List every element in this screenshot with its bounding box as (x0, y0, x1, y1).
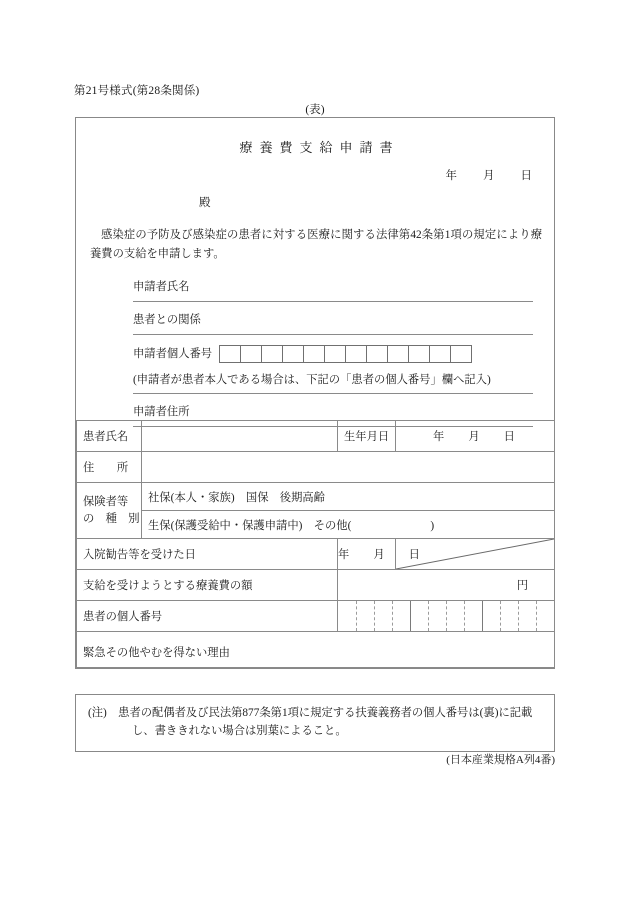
admission-date-strikeout-cell (396, 539, 555, 570)
patient-mynumber-cell[interactable] (500, 601, 518, 631)
main-form-frame (75, 117, 555, 669)
patient-info-table (76, 420, 555, 668)
patient-mynumber-cell[interactable] (338, 601, 356, 631)
date-month-label: 月 (483, 170, 495, 182)
reason-label: 緊急その他やむを得ない理由 (83, 647, 230, 659)
table-row-admission-date (77, 539, 555, 570)
mynumber-cell[interactable] (387, 345, 408, 362)
applicant-relationship-label: 患者との関係 (133, 314, 201, 326)
amount-unit-label: 円 (516, 580, 528, 592)
patient-mynumber-cell[interactable] (392, 601, 410, 631)
mynumber-cell[interactable] (261, 345, 282, 362)
patient-name-label: 患者氏名 (77, 421, 142, 452)
insurer-type-label (77, 483, 142, 539)
footnote-box (75, 694, 555, 752)
mynumber-cell[interactable] (450, 345, 471, 362)
application-statement: 感染症の予防及び感染症の患者に対する医療に関する法律第42条第1項の規定により療養費の支給を申請します。 (90, 229, 542, 260)
birthdate-year-label: 年 (433, 431, 445, 443)
birthdate-month-label: 月 (468, 431, 480, 443)
applicant-mynumber-note-row (133, 370, 533, 394)
admission-year-label: 年 (338, 549, 350, 561)
admission-date-label: 入院勧告等を受けた日 (77, 539, 338, 570)
patient-mynumber-cell[interactable] (482, 601, 500, 631)
amount-value[interactable] (338, 570, 555, 601)
patient-mynumber-cell[interactable] (446, 601, 464, 631)
applicant-fields (133, 278, 533, 427)
applicant-name-row[interactable] (133, 278, 533, 302)
patient-mynumber-cell[interactable] (518, 601, 536, 631)
admission-day-label: 日 (408, 549, 420, 561)
applicant-mynumber-row[interactable] (133, 344, 533, 368)
reason-cell[interactable] (77, 632, 555, 668)
document-title: 療養費支給申請書 (239, 140, 400, 155)
applicant-mynumber-note: (申請者が患者本人である場合は、下記の「患者の個人番号」欄へ記入) (133, 374, 491, 386)
mynumber-cell[interactable] (408, 345, 429, 362)
applicant-name-label: 申請者氏名 (133, 281, 190, 293)
address-label: 住 所 (77, 452, 142, 483)
mynumber-cell[interactable] (366, 345, 387, 362)
mynumber-cell[interactable] (240, 345, 261, 362)
front-side-mark: (表) (305, 104, 325, 116)
patient-mynumber-cell[interactable] (356, 601, 374, 631)
applicant-address-label: 申請者住所 (133, 406, 190, 418)
patient-mynumber-cell[interactable] (428, 601, 446, 631)
insurer-type-label-line1: 保険者等 (83, 495, 129, 508)
insurer-option-line1[interactable]: 社保(本人・家族) 国保 後期高齢 (142, 483, 555, 511)
address-value[interactable] (142, 452, 555, 483)
mynumber-cell[interactable] (303, 345, 324, 362)
table-row-amount (77, 570, 555, 601)
mynumber-cell[interactable] (219, 345, 240, 362)
table-row-patient-mynumber (77, 601, 555, 632)
applicant-mynumber-grid[interactable] (219, 345, 472, 363)
patient-mynumber-cell[interactable] (536, 601, 554, 631)
mynumber-cell[interactable] (429, 345, 450, 362)
addressee-honorific: 殿 (199, 197, 211, 209)
patient-mynumber-cell[interactable] (374, 601, 392, 631)
date-year-label: 年 (445, 170, 457, 182)
submission-date-line (446, 167, 533, 183)
date-day-label: 日 (520, 170, 532, 182)
mynumber-cell[interactable] (282, 345, 303, 362)
table-row-address (77, 452, 555, 483)
patient-mynumber-cell[interactable] (464, 601, 482, 631)
upper-section (76, 118, 554, 420)
footnote-text (88, 704, 540, 740)
admission-date-value[interactable] (338, 539, 420, 570)
applicant-address-row[interactable] (133, 403, 533, 427)
applicant-mynumber-label: 申請者個人番号 (133, 348, 213, 360)
table-row-reason (77, 632, 555, 668)
paper-size-note: (日本産業規格A列4番) (446, 754, 555, 766)
patient-mynumber-cell[interactable] (410, 601, 428, 631)
table-row-insurer-type-2 (77, 511, 555, 539)
mynumber-cell[interactable] (345, 345, 366, 362)
patient-mynumber-grid[interactable] (338, 601, 555, 632)
table-row-insurer-type-1 (77, 483, 555, 511)
footnote-marker: (注) (88, 707, 107, 719)
birthdate-label: 生年月日 (338, 421, 396, 452)
birthdate-day-label: 日 (503, 431, 515, 443)
form-code-label: 第21号様式(第28条関係) (74, 85, 200, 97)
admission-month-label: 月 (373, 549, 385, 561)
amount-label: 支給を受けようとする療養費の額 (77, 570, 338, 601)
patient-mynumber-label: 患者の個人番号 (77, 601, 338, 632)
insurer-option-line2[interactable]: 生保(保護受給中・保護申請中) その他( ) (142, 511, 555, 539)
insurer-type-label-line2: の 種 別 (83, 512, 140, 525)
mynumber-cell[interactable] (324, 345, 345, 362)
applicant-relationship-row[interactable] (133, 311, 533, 335)
footnote-body: 患者の配偶者及び民法第877条第1項に規定する扶養義務者の個人番号は(裏)に記載し、書ききれない場合は別葉によること。 (118, 707, 533, 738)
